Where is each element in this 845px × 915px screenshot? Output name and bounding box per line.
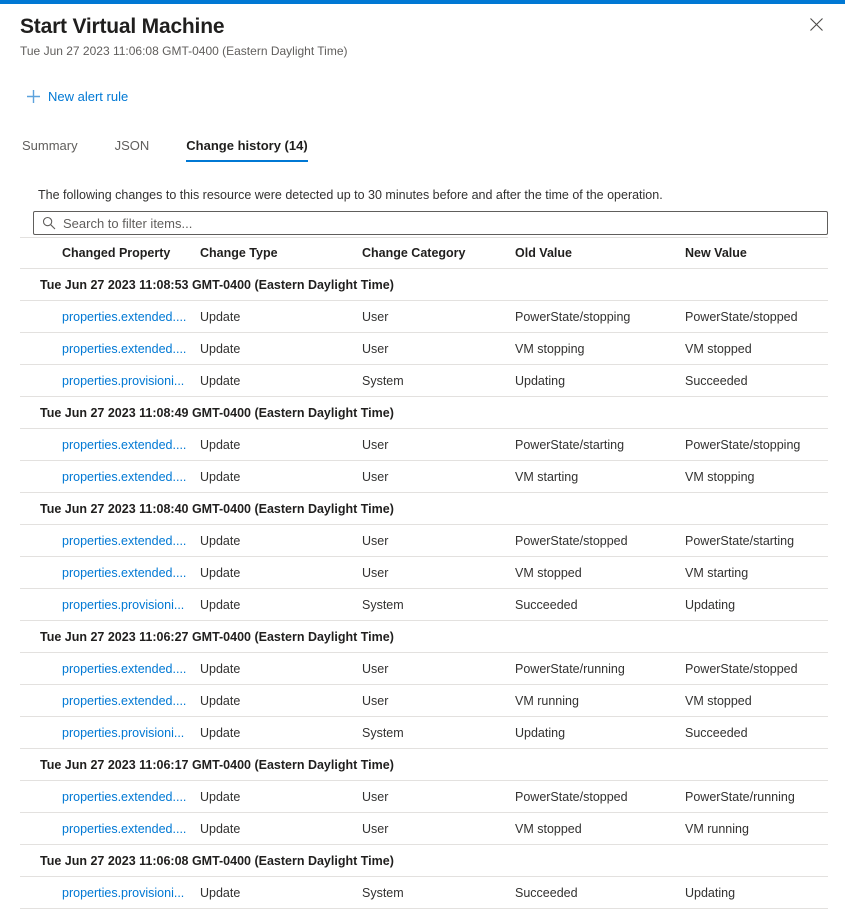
old-value-cell: PowerState/stopped xyxy=(515,533,628,548)
change-category-cell: User xyxy=(362,309,389,324)
new-value-cell: Updating xyxy=(685,597,736,612)
change-category-cell: System xyxy=(362,725,404,740)
change-category-cell: User xyxy=(362,469,389,484)
new-value-cell: PowerState/stopped xyxy=(685,309,798,324)
change-category-cell: User xyxy=(362,437,389,452)
new-value-cell: PowerState/stopping xyxy=(685,437,801,452)
table-header-row xyxy=(20,237,828,269)
column-header-new-value: New Value xyxy=(685,246,747,260)
change-row xyxy=(20,781,828,813)
group-timestamp-row: Tue Jun 27 2023 11:08:49 GMT-0400 (Eastern Daylight Time) xyxy=(20,397,828,429)
old-value-cell: Updating xyxy=(515,725,566,740)
change-row xyxy=(20,653,828,685)
group-timestamp-row: Tue Jun 27 2023 11:08:40 GMT-0400 (Eastern Daylight Time) xyxy=(20,493,828,525)
change-category-cell: User xyxy=(362,565,389,580)
change-row xyxy=(20,333,828,365)
new-value-cell: PowerState/running xyxy=(685,789,795,804)
tab-change-history-14[interactable]: Change history (14) xyxy=(186,138,307,162)
change-row xyxy=(20,685,828,717)
change-row xyxy=(20,365,828,397)
change-category-cell: User xyxy=(362,693,389,708)
change-type-cell: Update xyxy=(200,373,241,388)
change-type-cell: Update xyxy=(200,565,241,580)
changed-property-link[interactable]: properties.extended.... xyxy=(62,789,187,804)
change-category-cell: System xyxy=(362,373,404,388)
old-value-cell: VM stopped xyxy=(515,565,582,580)
change-category-cell: System xyxy=(362,885,404,900)
change-type-cell: Update xyxy=(200,885,241,900)
old-value-cell: PowerState/stopped xyxy=(515,789,628,804)
old-value-cell: VM running xyxy=(515,693,579,708)
page-subtitle: Tue Jun 27 2023 11:06:08 GMT-0400 (Eastern Daylight Time) xyxy=(20,44,348,58)
group-timestamp-row: Tue Jun 27 2023 11:08:53 GMT-0400 (Eastern Daylight Time) xyxy=(20,269,828,301)
old-value-cell: PowerState/stopping xyxy=(515,309,631,324)
new-alert-rule-button[interactable] xyxy=(27,89,128,104)
new-value-cell: VM stopping xyxy=(685,469,755,484)
change-row xyxy=(20,557,828,589)
change-type-cell: Update xyxy=(200,309,241,324)
new-value-cell: VM running xyxy=(685,821,749,836)
changed-property-link[interactable]: properties.provisioni... xyxy=(62,373,185,388)
info-text: The following changes to this resource were detected up to 30 minutes before and after the time of the operation. xyxy=(38,188,663,202)
group-timestamp-row: Tue Jun 27 2023 11:06:27 GMT-0400 (Eastern Daylight Time) xyxy=(20,621,828,653)
changed-property-link[interactable]: properties.extended.... xyxy=(62,341,187,356)
change-type-cell: Update xyxy=(200,469,241,484)
changed-property-link[interactable]: properties.extended.... xyxy=(62,469,187,484)
old-value-cell: VM stopping xyxy=(515,341,585,356)
new-value-cell: VM stopped xyxy=(685,693,752,708)
plus-icon xyxy=(27,90,40,103)
change-row xyxy=(20,461,828,493)
search-input[interactable] xyxy=(63,216,819,231)
changed-property-link[interactable]: properties.extended.... xyxy=(62,565,187,580)
tab-json[interactable]: JSON xyxy=(114,138,150,153)
change-type-cell: Update xyxy=(200,597,241,612)
search-icon xyxy=(42,216,56,230)
change-type-cell: Update xyxy=(200,693,241,708)
change-category-cell: User xyxy=(362,821,389,836)
old-value-cell: PowerState/starting xyxy=(515,437,625,452)
changed-property-link[interactable]: properties.extended.... xyxy=(62,437,187,452)
new-value-cell: VM starting xyxy=(685,565,749,580)
change-type-cell: Update xyxy=(200,821,241,836)
column-header-old-value: Old Value xyxy=(515,246,572,260)
old-value-cell: PowerState/running xyxy=(515,661,625,676)
change-category-cell: User xyxy=(362,789,389,804)
group-timestamp-row: Tue Jun 27 2023 11:06:17 GMT-0400 (Eastern Daylight Time) xyxy=(20,749,828,781)
change-category-cell: User xyxy=(362,533,389,548)
change-category-cell: User xyxy=(362,661,389,676)
change-type-cell: Update xyxy=(200,341,241,356)
change-type-cell: Update xyxy=(200,661,241,676)
change-history-table xyxy=(20,237,828,909)
new-value-cell: Succeeded xyxy=(685,725,748,740)
change-type-cell: Update xyxy=(200,437,241,452)
change-row xyxy=(20,525,828,557)
change-row xyxy=(20,877,828,909)
close-icon xyxy=(809,17,824,32)
change-row xyxy=(20,813,828,845)
tab-bar xyxy=(22,138,828,162)
change-type-cell: Update xyxy=(200,725,241,740)
new-value-cell: Succeeded xyxy=(685,373,748,388)
new-value-cell: VM stopped xyxy=(685,341,752,356)
column-header-changed-property: Changed Property xyxy=(62,246,171,260)
old-value-cell: VM stopped xyxy=(515,821,582,836)
close-button[interactable] xyxy=(804,12,828,36)
change-type-cell: Update xyxy=(200,789,241,804)
pane-header xyxy=(20,4,828,58)
changed-property-link[interactable]: properties.extended.... xyxy=(62,309,187,324)
tab-summary[interactable]: Summary xyxy=(22,138,78,153)
column-header-change-type: Change Type xyxy=(200,246,278,260)
change-row xyxy=(20,301,828,333)
changed-property-link[interactable]: properties.extended.... xyxy=(62,661,187,676)
new-alert-rule-label: New alert rule xyxy=(48,89,129,104)
group-timestamp-row: Tue Jun 27 2023 11:06:08 GMT-0400 (Eastern Daylight Time) xyxy=(20,845,828,877)
search-box[interactable] xyxy=(33,211,828,235)
page-title: Start Virtual Machine xyxy=(20,15,225,38)
change-category-cell: User xyxy=(362,341,389,356)
change-row xyxy=(20,717,828,749)
new-value-cell: PowerState/stopped xyxy=(685,661,798,676)
column-header-change-category: Change Category xyxy=(362,246,466,260)
old-value-cell: Succeeded xyxy=(515,597,578,612)
changed-property-link[interactable]: properties.provisioni... xyxy=(62,725,185,740)
change-row xyxy=(20,429,828,461)
new-value-cell: PowerState/starting xyxy=(685,533,795,548)
change-row xyxy=(20,589,828,621)
old-value-cell: Succeeded xyxy=(515,885,578,900)
changed-property-link[interactable]: properties.extended.... xyxy=(62,693,187,708)
old-value-cell: VM starting xyxy=(515,469,579,484)
new-value-cell: Updating xyxy=(685,885,736,900)
changed-property-link[interactable]: properties.extended.... xyxy=(62,821,187,836)
activity-log-detail-pane xyxy=(0,4,845,909)
change-category-cell: System xyxy=(362,597,404,612)
changed-property-link[interactable]: properties.provisioni... xyxy=(62,885,185,900)
changed-property-link[interactable]: properties.provisioni... xyxy=(62,597,185,612)
old-value-cell: Updating xyxy=(515,373,566,388)
change-type-cell: Update xyxy=(200,533,241,548)
changed-property-link[interactable]: properties.extended.... xyxy=(62,533,187,548)
